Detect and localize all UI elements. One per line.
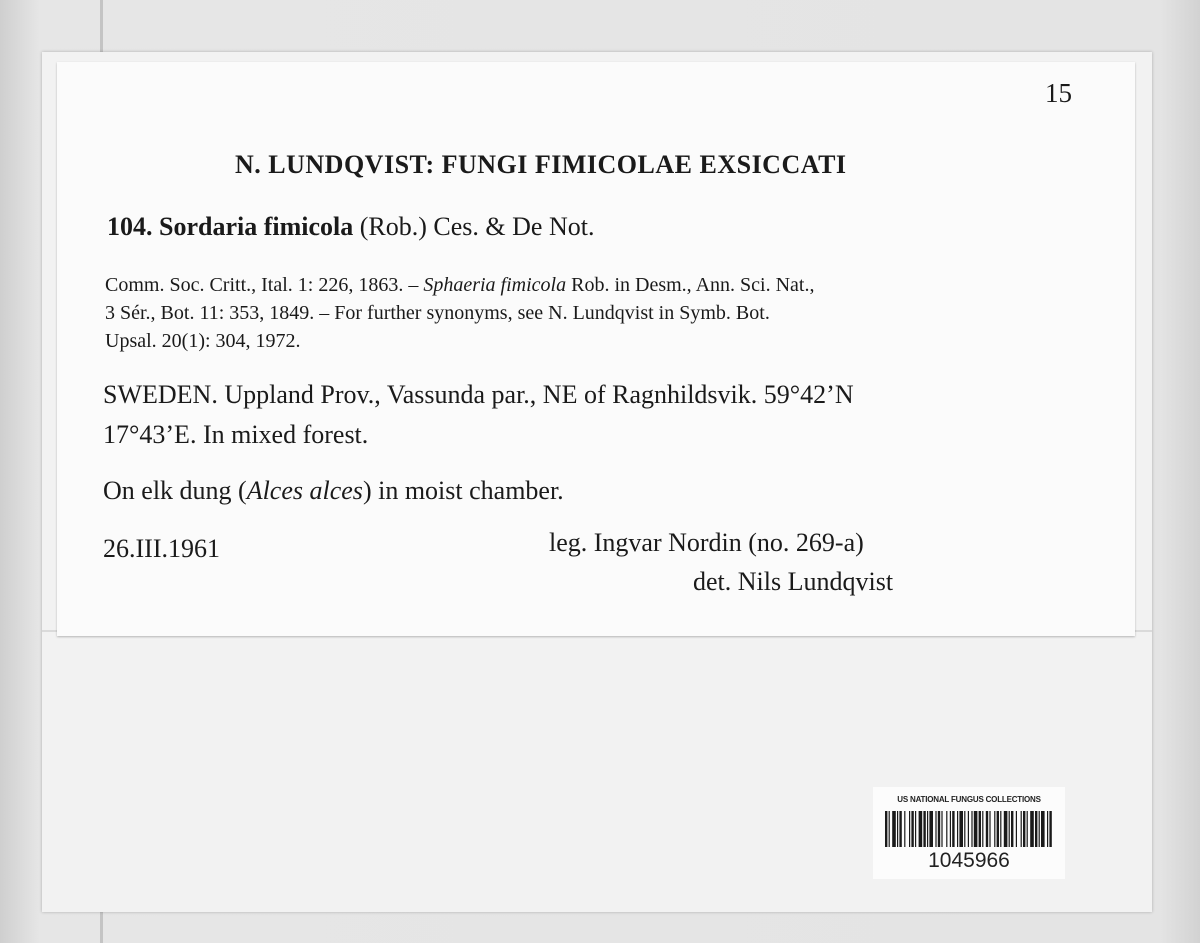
citation-text-a: Comm. Soc. Critt., Ital. 1: 226, 1863. – [105,274,424,296]
barcode-icon [885,811,1053,847]
citation-line-3: Upsal. 20(1): 304, 1972. [105,330,301,352]
institution-name: US NATIONAL FUNGUS COLLECTIONS [897,795,1041,804]
taxon-name: Sordaria fimicola [159,212,354,241]
citation-text-b: Rob. in Desm., Ann. Sci. Nat., [566,274,815,296]
taxon-authority: (Rob.) Ces. & De Not. [359,212,595,241]
series-heading: N. LUNDQVIST: FUNGI FIMICOLAE EXSICCATI [235,150,847,179]
barcode-number: 1045966 [928,849,1010,872]
collector: leg. Ingvar Nordin (no. 269-a) [549,528,864,557]
locality-line-2: 17°43’E. In mixed forest. [103,420,369,449]
citation-line-2: 3 Sér., Bot. 11: 353, 1849. – For further synonyms, see N. Lundqvist in Symb. Bot. [105,302,770,324]
substrate-line [103,476,564,506]
taxon-line [107,212,594,242]
label-number: 15 [1045,78,1072,108]
host-species: Alces alces [246,476,363,505]
collection-date: 26.III.1961 [103,534,220,563]
taxon-number: 104. [107,212,153,241]
specimen-label [57,62,1135,636]
synonym-name: Sphaeria fimicola [423,274,567,296]
substrate-text-b: ) in moist chamber. [362,476,564,505]
citation-line-1 [105,274,814,297]
determiner: det. Nils Lundqvist [693,567,894,596]
barcode-label [873,787,1065,879]
substrate-text-a: On elk dung ( [103,476,247,505]
locality-line-1: SWEDEN. Uppland Prov., Vassunda par., NE of Ragnhildsvik. 59°42’N [103,380,854,409]
